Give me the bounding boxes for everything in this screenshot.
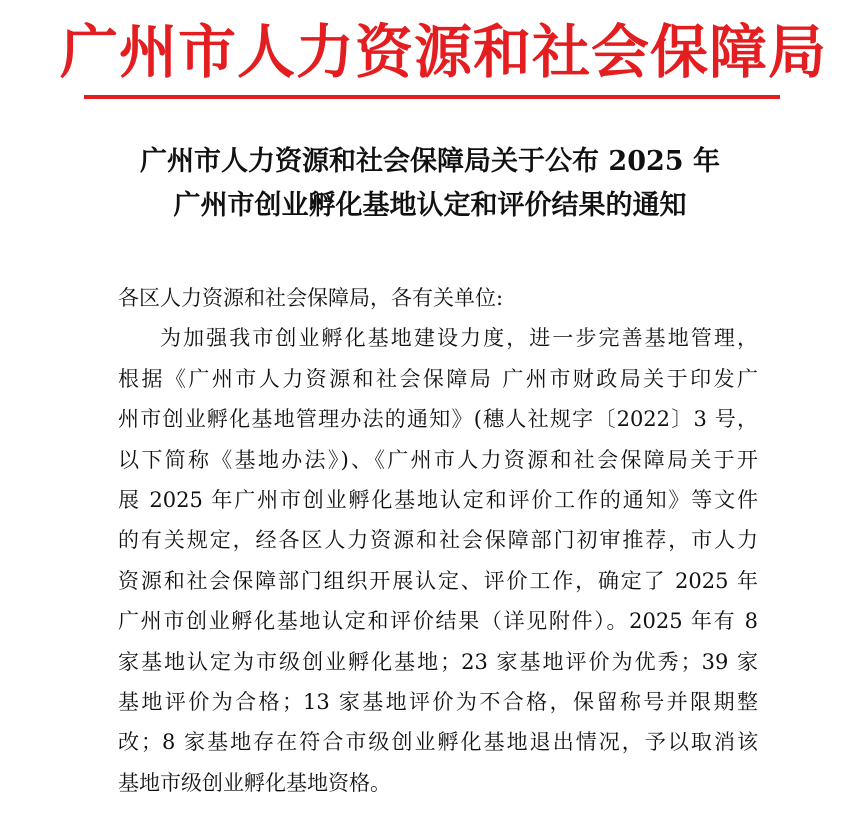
salutation: 各区人力资源和社会保障局，各有关单位: xyxy=(118,286,504,310)
document-body xyxy=(118,278,758,803)
body-line: 展 2025 年广州市创业孵化基地认定和评价工作的通知》等文件 xyxy=(118,487,758,512)
body-line: 资源和社会保障部门组织开展认定、评价工作，确定了 2025 年 xyxy=(118,568,758,593)
letterhead-red-rule xyxy=(84,95,780,99)
document-title xyxy=(60,140,800,228)
body-line: 以下简称《基地办法》)、《广州市人力资源和社会保障局关于开 xyxy=(118,447,758,472)
document-title-line-2: 广州市创业孵化基地认定和评价结果的通知 xyxy=(173,190,687,221)
body-line: 基地市级创业孵化基地资格。 xyxy=(118,770,391,795)
body-line: 广州市创业孵化基地认定和评价结果（详见附件）。2025 年有 8 xyxy=(118,609,758,634)
letterhead-org-name: 广州市人力资源和社会保障局 xyxy=(60,18,828,86)
body-line: 改；8 家基地存在符合市级创业孵化基地退出情况，予以取消该 xyxy=(118,730,758,755)
body-line: 根据《广州市人力资源和社会保障局 广州市财政局关于印发广 xyxy=(118,366,758,391)
body-line: 家基地认定为市级创业孵化基地；23 家基地评价为优秀；39 家 xyxy=(118,649,758,674)
body-line: 的有关规定，经各区人力资源和社会保障部门初审推荐，市人力 xyxy=(118,528,758,553)
body-line: 为加强我市创业孵化基地建设力度，进一步完善基地管理， xyxy=(160,326,758,351)
body-line: 基地评价为合格；13 家基地评价为不合格，保留称号并限期整 xyxy=(118,689,758,714)
body-line: 州市创业孵化基地管理办法的通知》(穗人社规字〔2022〕3 号， xyxy=(118,407,758,432)
document-title-line-1: 广州市人力资源和社会保障局关于公布 2025 年 xyxy=(140,146,720,177)
